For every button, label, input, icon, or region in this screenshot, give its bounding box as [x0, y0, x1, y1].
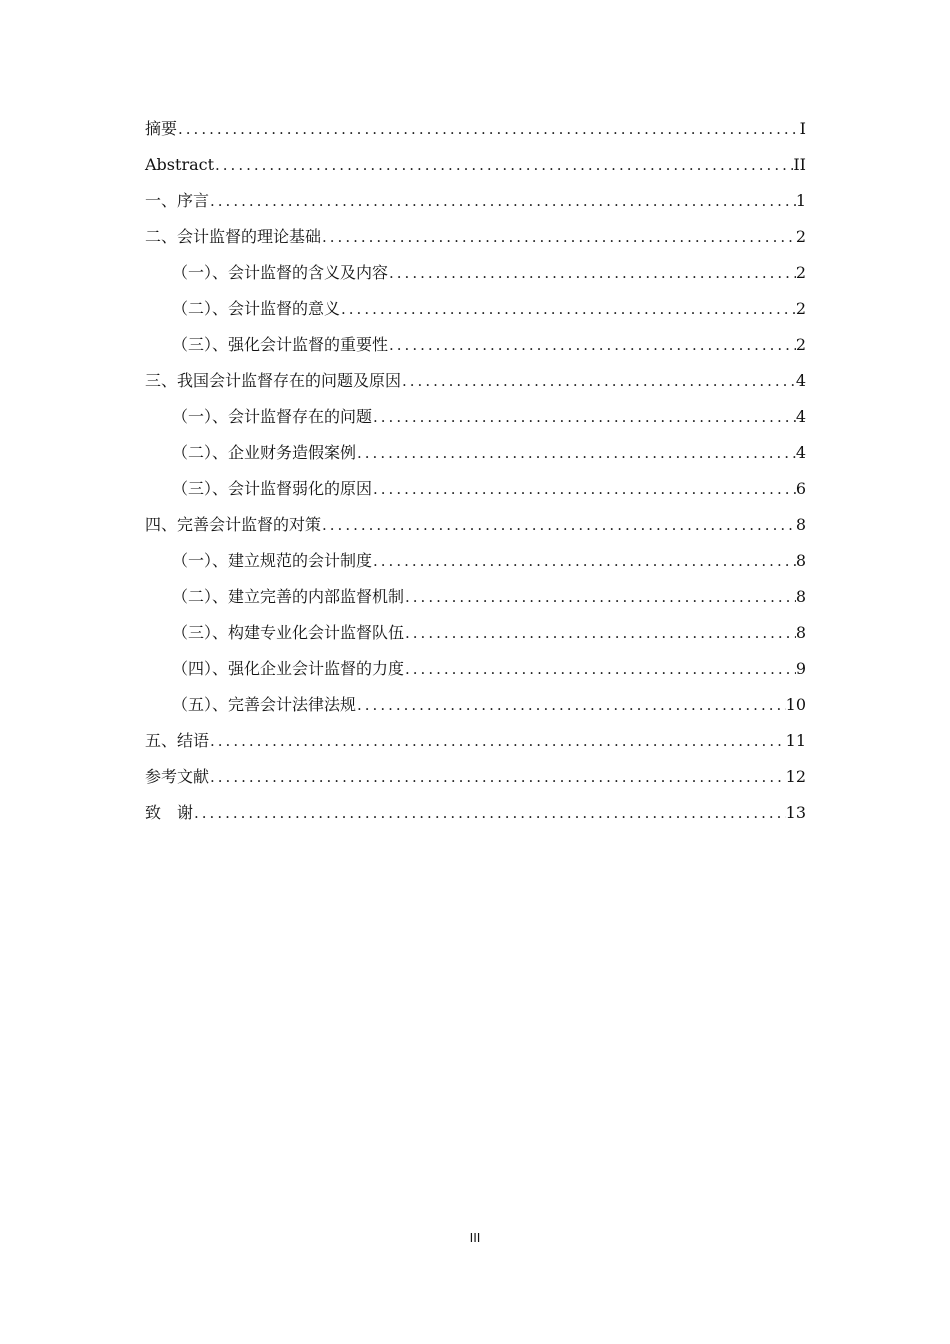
toc-dot-leader [209, 183, 796, 219]
table-of-contents [145, 111, 806, 831]
toc-entry-title: 五、结语 [145, 731, 210, 750]
toc-dot-leader [321, 219, 796, 255]
toc-dot-leader [372, 399, 796, 435]
toc-entry-title: （四）、强化企业会计监督的力度 [172, 659, 405, 678]
toc-entry-title: （三）、构建专业化会计监督队伍 [172, 623, 405, 642]
toc-entry-title: 三、我国会计监督存在的问题及原因 [145, 371, 402, 390]
toc-dot-leader [404, 615, 796, 651]
toc-entry-page: 2 [795, 263, 806, 282]
toc-dot-leader [340, 291, 796, 327]
toc-dot-leader [177, 111, 800, 147]
toc-entry-title: 二、会计监督的理论基础 [145, 227, 322, 246]
toc-entry-page: 2 [795, 335, 806, 354]
toc-entry-title: （一）、建立规范的会计制度 [172, 551, 373, 570]
toc-entry-page: 10 [785, 695, 806, 714]
toc-dot-leader [214, 147, 793, 183]
toc-entry-section-2-1[interactable] [145, 255, 806, 291]
toc-entry-section-3-1[interactable] [145, 399, 806, 435]
toc-entry-section-4-3[interactable] [145, 615, 806, 651]
toc-dot-leader [388, 327, 796, 363]
toc-entry-chapter-5[interactable] [145, 723, 806, 759]
toc-dot-leader [209, 759, 786, 795]
toc-dot-leader [388, 255, 796, 291]
toc-entry-chapter-3[interactable] [145, 363, 806, 399]
toc-dot-leader [372, 471, 796, 507]
toc-entry-title: （二）、企业财务造假案例 [172, 443, 357, 462]
toc-dot-leader [209, 723, 786, 759]
toc-entry-section-2-3[interactable] [145, 327, 806, 363]
toc-entry-page: 4 [795, 371, 806, 390]
toc-entry-page: 8 [795, 515, 806, 534]
toc-entry-page: 12 [785, 767, 806, 786]
toc-entry-abstract-en[interactable] [145, 147, 806, 183]
toc-dot-leader [401, 363, 796, 399]
toc-entry-page: 8 [795, 623, 806, 642]
toc-entry-chapter-2[interactable] [145, 219, 806, 255]
toc-entry-section-3-3[interactable] [145, 471, 806, 507]
toc-dot-leader [404, 651, 796, 687]
toc-entry-page: I [799, 119, 806, 138]
toc-entry-title: 致 谢 [145, 803, 194, 822]
toc-dot-leader [356, 435, 796, 471]
toc-entry-title: 参考文献 [145, 767, 210, 786]
toc-dot-leader [356, 687, 786, 723]
toc-entry-chapter-1[interactable] [145, 183, 806, 219]
toc-entry-title: （三）、会计监督弱化的原因 [172, 479, 373, 498]
toc-entry-title: （五）、完善会计法律法规 [172, 695, 357, 714]
toc-entry-section-4-2[interactable] [145, 579, 806, 615]
toc-entry-page: 11 [785, 731, 806, 750]
toc-entry-section-4-5[interactable] [145, 687, 806, 723]
toc-entry-page: 2 [795, 299, 806, 318]
toc-entry-section-4-1[interactable] [145, 543, 806, 579]
toc-entry-page: 9 [795, 659, 806, 678]
toc-entry-references[interactable] [145, 759, 806, 795]
toc-dot-leader [404, 579, 796, 615]
toc-entry-section-3-2[interactable] [145, 435, 806, 471]
toc-entry-title: （二）、建立完善的内部监督机制 [172, 587, 405, 606]
toc-entry-page: 8 [795, 551, 806, 570]
toc-entry-title: 摘要 [145, 119, 178, 138]
toc-entry-abstract-cn[interactable] [145, 111, 806, 147]
toc-entry-title: （三）、强化会计监督的重要性 [172, 335, 389, 354]
toc-entry-page: 13 [785, 803, 806, 822]
toc-entry-acknowledgements[interactable] [145, 795, 806, 831]
toc-entry-page: 4 [795, 407, 806, 426]
toc-entry-title: （一）、会计监督的含义及内容 [172, 263, 389, 282]
toc-entry-page: II [793, 155, 806, 174]
toc-entry-title: Abstract [145, 155, 215, 174]
toc-dot-leader [321, 507, 796, 543]
toc-dot-leader [193, 795, 786, 831]
toc-entry-page: 2 [795, 227, 806, 246]
toc-entry-title: 四、完善会计监督的对策 [145, 515, 322, 534]
toc-entry-page: 6 [795, 479, 806, 498]
toc-entry-section-2-2[interactable] [145, 291, 806, 327]
toc-entry-page: 4 [795, 443, 806, 462]
toc-entry-title: 一、序言 [145, 191, 210, 210]
toc-entry-chapter-4[interactable] [145, 507, 806, 543]
toc-entry-title: （二）、会计监督的意义 [172, 299, 341, 318]
toc-entry-page: 8 [795, 587, 806, 606]
toc-entry-page: 1 [795, 191, 806, 210]
page-number: III [469, 1230, 481, 1245]
toc-entry-section-4-4[interactable] [145, 651, 806, 687]
toc-entry-title: （一）、会计监督存在的问题 [172, 407, 373, 426]
toc-dot-leader [372, 543, 796, 579]
